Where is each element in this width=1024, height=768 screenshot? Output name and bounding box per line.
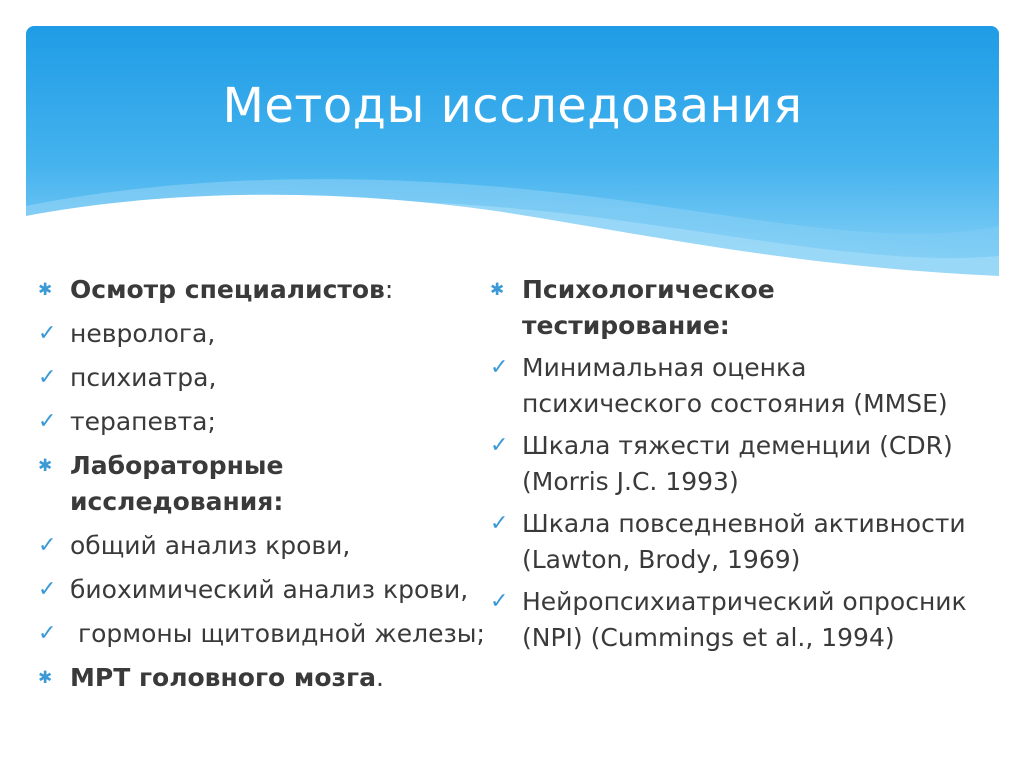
item-text: общий анализ крови,	[70, 531, 351, 560]
left-column	[38, 272, 488, 704]
heading-text: Лабораторные исследования:	[70, 451, 284, 516]
heading-suffix: .	[375, 663, 384, 692]
list-heading	[38, 448, 488, 520]
slide-title: Методы исследования	[222, 78, 803, 134]
list-item	[38, 316, 488, 352]
list-item	[490, 428, 990, 500]
checkmark-icon: ✓	[38, 577, 57, 602]
item-text: невролога,	[70, 319, 216, 348]
checkmark-icon: ✓	[490, 355, 509, 380]
heading-text: МРТ головного мозга	[70, 663, 376, 692]
item-text: Шкала повседневной активности (Lawton, Brody, 1969)	[522, 509, 966, 574]
list-heading	[38, 272, 488, 308]
list-item	[38, 528, 488, 564]
list-heading	[38, 660, 488, 696]
item-text: Минимальная оценка психического состояния (MMSE)	[522, 353, 948, 418]
star-bullet-icon: ✱	[38, 456, 53, 476]
item-text: Шкала тяжести деменции (CDR) (Morris J.C. 1993)	[522, 431, 953, 496]
item-text: гормоны щитовидной железы;	[70, 619, 485, 648]
checkmark-icon: ✓	[38, 365, 57, 390]
item-text: биохимический анализ крови,	[70, 575, 469, 604]
item-text: психиатра,	[70, 363, 217, 392]
checkmark-icon: ✓	[38, 409, 57, 434]
list-item	[490, 584, 990, 656]
checkmark-icon: ✓	[490, 433, 509, 458]
item-text: Нейропсихиатрический опросник (NPI) (Cummings et al., 1994)	[522, 587, 967, 652]
wave-background	[26, 26, 999, 278]
list-item	[38, 572, 488, 608]
list-heading	[490, 272, 990, 344]
list-item	[38, 616, 488, 652]
list-item	[38, 360, 488, 396]
checkmark-icon: ✓	[490, 511, 509, 536]
list-item	[490, 350, 990, 422]
checkmark-icon: ✓	[490, 589, 509, 614]
star-bullet-icon: ✱	[38, 280, 53, 300]
checkmark-icon: ✓	[38, 533, 57, 558]
right-column	[490, 272, 990, 662]
list-item	[490, 506, 990, 578]
heading-suffix: :	[384, 275, 394, 304]
heading-text: Психологическое тестирование:	[522, 275, 775, 340]
list-item	[38, 404, 488, 440]
title-banner	[26, 26, 999, 278]
checkmark-icon: ✓	[38, 621, 57, 646]
item-text: терапевта;	[70, 407, 216, 436]
star-bullet-icon: ✱	[490, 280, 505, 300]
heading-text: Осмотр специалистов	[70, 275, 385, 304]
star-bullet-icon: ✱	[38, 668, 53, 688]
checkmark-icon: ✓	[38, 321, 57, 346]
